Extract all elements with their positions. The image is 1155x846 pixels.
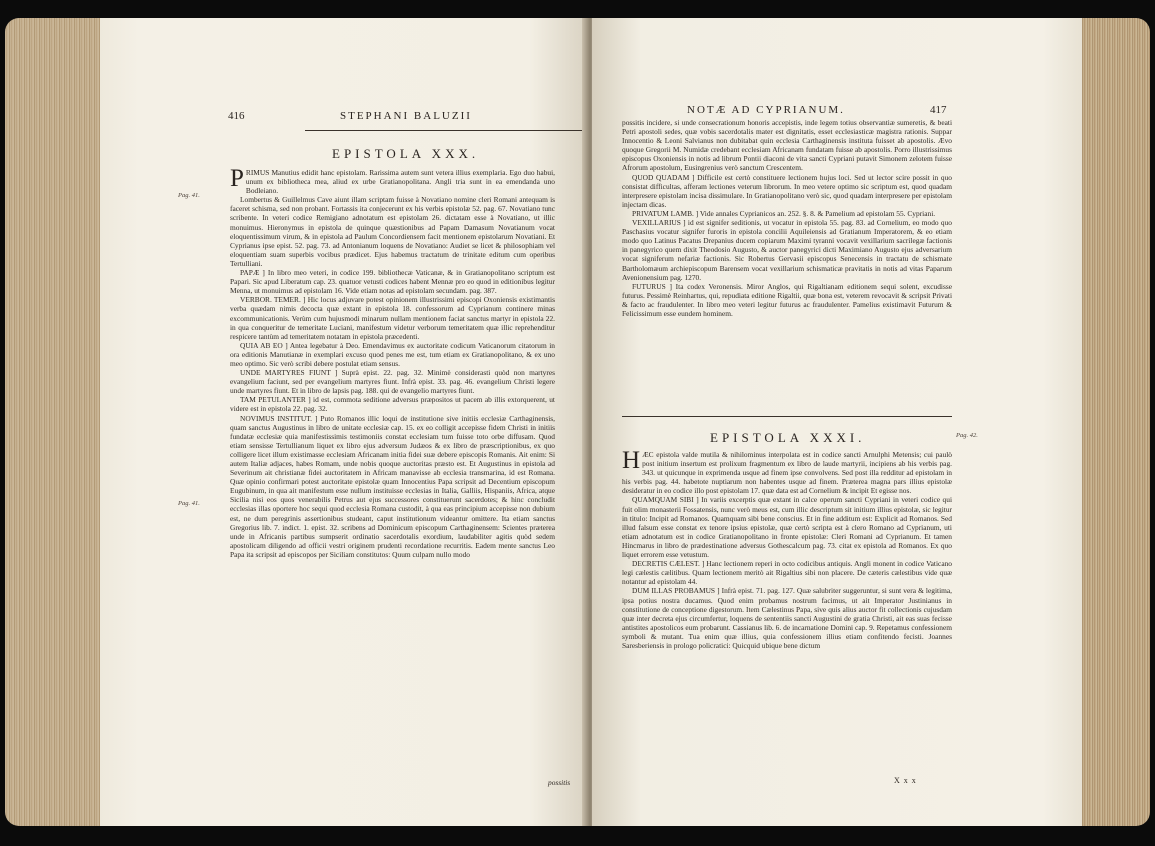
margin-note: Pag. 41. [178, 192, 200, 199]
paragraph: PAPÆ ] In libro meo veteri, in codice 199. bibliothecæ Vaticanæ, & in Gratianopolitano scriptum est Papari. Sic apud Liberatum cap. 23. quatuor vetusti codices habent Mennæ pro eo quod in editionibus legitur Menna, ut monuimus ad epistolam 16. Vide etiam notas ad epistolam secundam. pag. 387. [230, 268, 555, 296]
paragraph: Lombertus & Guillelmus Cave aiunt illam scriptam fuisse à Novatiano nomine cleri Romani antequam is faceret schisma, sed non probant. Fortassis ita conjecerunt ex his verbis epistolæ 52. pag. 67. Novatiano tunc scribente. In veteri codice Remigiano adnotatum est epistolam 26. dictatam esse à Novatiano, ut illic monuimus. Hieronymus in epistola de quinque quæstionibus ad Papam Damasum Novatianum vocat eloquentissimum virum, & in epistola ad Paulum Concordiensem facit mentionem epistolarum Novatiani. Et Cyprianus ipse epist. 52. pag. 73. ad Antonianum loquens de Novatiano: Audiet se licet & philosophiam vel eloquentiam suam superbis vocibus prædicet. Ejus habemus tractatum de trinitate editum cum operibus Tertulliani. [230, 195, 555, 268]
paragraph: VERBOR. TEMER. ] Hic locus adjuvare potest opinionem illustrissimi episcopi Oxoniensis existimantis verba quædam nimis decocta quæ extant in epistola 18. confessorum ad Cyprianum continere minas excommunicationis. Verùm cum hujusmodi minarum nullam mentionem faciat sanctus martyr in epistola 22. in qua conqueritur de temeritate Luciani, manifestum videtur verborum temeritatem quæ illic reprehenditur respicere tantùm ad temeritatem notatam in epistola præcedenti. [230, 295, 555, 341]
right-page [592, 18, 1082, 826]
running-head: NOTÆ AD CYPRIANUM. [687, 104, 845, 116]
paragraph: DECRETIS CÆLEST. ] Hanc lectionem reperi in octo codicibus antiquis. Angli monent in codice Vaticano legi cælestis cælitibus. Quam lectionem meritò ait Rigaltius sibi non placere. De cæteris cælestibus vide quæ notantur ad epistolam 44. [622, 559, 952, 587]
paragraph: TAM PETULANTER ] id est, commota seditione adversus præpositos ut pacem ab illis extorquerent, ut videre est in epistola 22. pag. 32. [230, 395, 555, 414]
left-page [100, 18, 588, 826]
paragraph: NOVIMUS INSTITUT. ] Puto Romanos illic loqui de institutione sive initiis ecclesiæ Carthaginensis, quam sanctus Augustinus in libro de unitate ecclesiæ cap. 15. ex eo colligit accepisse fidem Christi in initiis fundatæ ecclesiæ quia manifestissimis testimoniis constat ecclesiam tum fuisse toto orbe diffusam. Quod etiam sensisse Tertullianum liquet ex libro ejus adversum Judæos & ex libro de præscriptionibus, ex quo colligere licet illum existimasse ecclesiam Africanam initia fidei suæ debere episcopis Romanis. Ait enim: Si autem Italiæ adjaces, habes Romam, unde nobis quoque auctoritas præsto est. Et Augustinus in epistola ad Severinum ait christianæ fidei auctoritatem in Africam manavisse ab ecclesia transmarina, id est Romana. Quæ opinio confirmari potest auctoritate epistolæ quam Innocentius Papa scripsit ad Decentium episcopum Eugubinum, in qua ait manifestum esse nullum instituisse ecclesias in Italia, Galliis, Hispaniis, Africa, atque Sicilia nisi eos quos venerabilis Petrus aut ejus successores constituerunt sacerdotes; & hinc concludit ecclesias illas oportere hoc sequi quod ecclesia Romana custodit, à qua eas principium accepisse non dubium est, ne dum peregrinis assertionibus studeant, caput institutionum videantur omittere. Ita etiam sanctus Gregorius lib. 7. indict. 1. epist. 32. scribens ad Dominicum episcopum Carthaginensem: Scientes præterea unde in Africanis partibus sumpserit ordinatio sacerdotalis exordium, laudabiliter agitis quòd sedem apostolicam diligendo ad officii vestri originem prudenti recordatione recurritis. Eadem mente sanctus Leo Papa ita scripsit ad episcopos per Siciliam constitutos: Quum culpam nullo modo [230, 413, 555, 559]
drop-cap: H [622, 447, 641, 474]
paragraph: QUOD QUADAM ] Difficile est certò constituere lectionem hujus loci. Sed ut lector scire possit in quo consistat difficultas, afferam lectiones veterum librorum. In meo vetere optimo sic scriptum est, quod quadam interpresere epistolam incisa dissimulare. In Gratianopolitano verò sic, quod quadam interpresere per epistolam injectam dicas. [622, 172, 952, 209]
epistola-title: EPISTOLA XXXI. [710, 430, 866, 445]
drop-cap: P [230, 165, 244, 192]
commentary-text-top [622, 118, 952, 318]
paragraph: PRIMUS Manutius edidit hanc epistolam. Rarissima autem sunt vetera illius exemplaria. Ego duo habui, unum ex bibliotheca mea, aliud ex urbe Gratianopolitana. Angli tria sunt in ea emendanda uno Bodleiano. [230, 165, 555, 196]
paragraph: VEXILLARIUS ] id est signifer seditionis, ut vocatur in epistola 55. pag. 83. ad Cornelium, eo modo quo Paschasius vocatur signifer furoris in epistola concilii Aquileiensis ad Gratianum Imperatorem, & eo etiam modo quo Latinus Pacatus Drepanius ducem copiarum Maximi tyranni vocavit vexillarium sacrilegæ factionis in panegyrico quem dixit Theodosio Augusto, & auctor panegyrici dicti Maximiano Augusto ejus adversarium vocat signiferum nefariæ factionis. Sic Robertus Gervasii episcopus Senecensis in tractatu de schismate Bartholomæum archiepiscopum Barensem vocat vexillarium schismaticæ pravitatis in notis ad vitas Paparum Avenionensium pag. 1270. [622, 218, 952, 282]
margin-note: Pag. 42. [956, 432, 978, 439]
paragraph: UNDE MARTYRES FIUNT ] Suprà epist. 22. pag. 32. Minimè considerasti quòd non martyres evangelium faciunt, sed per evangelium martyres fiunt. Infrà epist. 33. pag. 46. evangelium Christi legere unde martyres fiunt. Et in libro de lapsis pag. 188. qui de evangelio martyres fiunt. [230, 368, 555, 396]
paragraph: DUM ILLAS PROBAMUS ] Infrà epist. 71. pag. 127. Quæ salubriter suggeruntur, si sunt vera & legitima, ipsa potius nostra ducamus. Quod enim probamus nostrum facimus, ut ait Imperator Justinianus in constitutione de conceptione digestorum. Item Cælestinus Papa, sive quis alius auctor fit collectionis cujusdam quæ inter decreta ejus circumfertur, loquens de sententiis sancti Augustini de gratia Christi, ait eas suas fecisse antistites apostolicos eum probarunt. Cassianus lib. 6. de incarnatione Domini cap. 9. Repetamus confessionem symboli & mutant. Tua enim quæ illius, quia confessionem illius etiam confitendo fecisti. Joannes Saresberiensis in prologo policratici: Quicquid ubique bene dictum [622, 586, 952, 650]
paragraph: FUTURUS ] Ita codex Veronensis. Miror Anglos, qui Rigaltianam editionem sequi solent, excudisse futurus. Pessimè Reinhartus, qui, repudiata editione Rigaltii, quæ bona est, veterem revocavit & scripsit Privati & facto ac fraudulenter. In libro meo veteri legitur futurus ac fraudulenter. Pamelius existimavit Futurum & Felicissimum esse eundem hominem. [622, 281, 952, 318]
paragraph: HÆC epistola valde mutila & nihilominus interpolata est in codice sancti Arnulphi Metensis; cui paulò post initium insertum est prolixum fragmentum ex libro de laude martyrii, incipiens ab his verbis pag. 343. ut quicunque in exprimenda usque ad finem ipse convolvens. Sed post illa redditur ad epistolam in his verbis pag. 44. habetote nuptiarum non habentes usque ad finem. Præterea magna pars illius epistolæ desideratur in eo codice illo post epistolam 17. quæ data est ad Cornelium & incipit Et egisse nos. [622, 447, 952, 496]
margin-note: Pag. 41. [178, 500, 200, 507]
running-head: STEPHANI BALUZII [340, 110, 472, 122]
commentary-text [230, 165, 555, 559]
page-number: 417 [930, 104, 947, 116]
page-edges-right [1078, 18, 1150, 826]
page-number: 416 [228, 110, 245, 122]
commentary-text-bottom [622, 447, 952, 650]
catchword: possitis [548, 778, 571, 787]
epistola-title: EPISTOLA XXX. [332, 146, 480, 161]
section-rule [622, 416, 952, 417]
paragraph: possitis incidere, si unde consecrationum honoris accepistis, inde legem totius observantiæ sumeretis, & beati Petri apostoli sedes, quæ vobis sacerdotalis mater est dignitatis, esset ecclesiasticæ magistra rationis. Suppar Innocentio & Leoni Salvianus non dubitabat quin ecclesia Carthaginensis instituta fuisset ab apostolis. Ævo quoque Gregorii M. Numidæ credebant ecclesiam Africanam fundatam fuisse ab apostolis. Porro illustrissimus episcopus Oxoniensis in notis ad librum Pontii diaconi de vita sancti Cypriani putavit Simonem zelotem fuisse Afrorum apostolum, Eusingrenius verò sanctum Crescentem. [622, 118, 952, 173]
paragraph: QUIA AB EO ] Antea legebatur à Deo. Emendavimus ex auctoritate codicum Vaticanorum citatorum in ora editionis Manutianæ in exemplari excuso quod penes me est, tum etiam ex Gratianopolitano, & ex uno meo optimo. Sic verò scribi debere postulat etiam sensus. [230, 340, 555, 368]
paragraph: QUAMQUAM SIBI ] In variis excerptis quæ extant in calce operum sancti Cypriani in veteri codice qui fuit olim monasterii Fossatensis, nunc verò meus est, cum illic descriptum sit initium illius epistolæ, sic legitur in titulo: Incipit ad Romanos. Quamquam sibi bene conscius. Et in fine additum est: Explicit ad Romanos. Sed illud falsum esse constat ex tenore ipsius epistolæ, quæ certò scripta est à clero Romano ad Cyprianum, uti etiam adnotatum est in codice Gratianopolitano in fronte epistolæ: Cleri Romani ad Cyprianum. Et tamen Hincmarus in libro de prædestinatione adversus Gothescalcum pag. 73. citat ex epistola ad Romanos. Ex quo liquet errorem esse vetustum. [622, 495, 952, 560]
paragraph: PRIVATUM LAMB. ] Vide annales Cyprianicos an. 252. §. 8. & Pamelium ad epistolam 55. Cypriani. [632, 208, 936, 218]
signature-mark: X x x [894, 776, 917, 785]
header-rule [305, 130, 588, 131]
